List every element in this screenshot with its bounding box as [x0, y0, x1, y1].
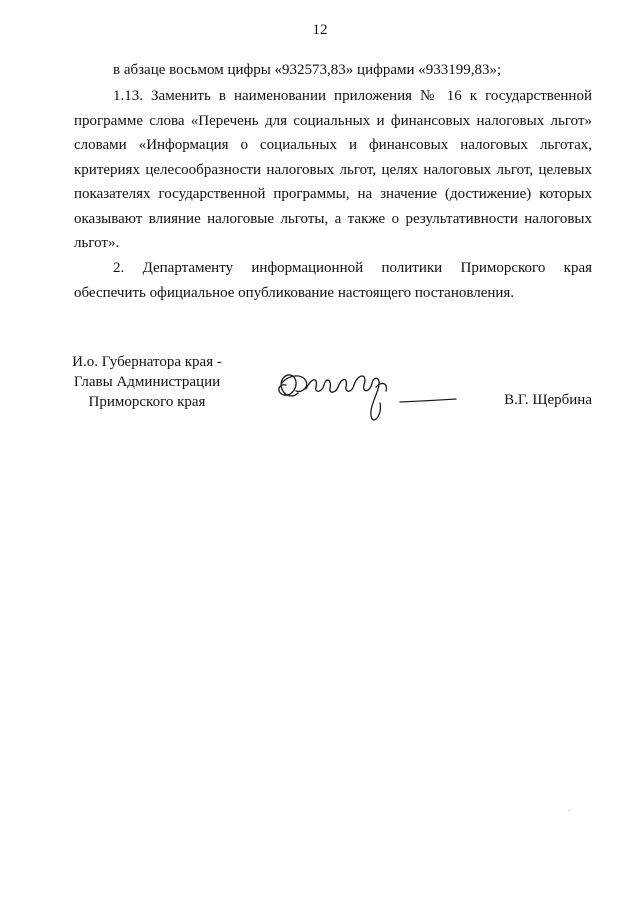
paragraph-1-13: 1.13. Заменить в наименовании приложения № 16 к государственной программе слова «Перечень для социальных и финансовых налоговых льгот» словами «Информация о социальных и финансовых налоговых льготах, критериях целесообразности налоговых льгот, целях налоговых льгот, целевых показателях государственной программы, на значение (достижение) которых оказывают влияние налоговые льготы, а также о результативности налоговых льгот».: [74, 88, 592, 251]
page-number: 12: [312, 22, 328, 38]
paragraph-2: 2. Департаменту информационной политики Приморского края обеспечить официальное опубликование настоящего постановления.: [74, 260, 592, 301]
signatory-title: [62, 352, 232, 412]
signatory-title-line-3: Приморского края: [88, 394, 206, 410]
page-mark: [568, 810, 570, 811]
signatory-title-line-1: И.о. Губернатора края -: [72, 354, 222, 370]
paragraph-abzac: в абзаце восьмом цифры «932573,83» цифрами «933199,83»;: [113, 62, 502, 78]
signatory-title-line-2: Главы Администрации: [73, 374, 221, 390]
signatory-name: В.Г. Щербина: [504, 392, 592, 408]
handwritten-signature: [272, 363, 462, 423]
